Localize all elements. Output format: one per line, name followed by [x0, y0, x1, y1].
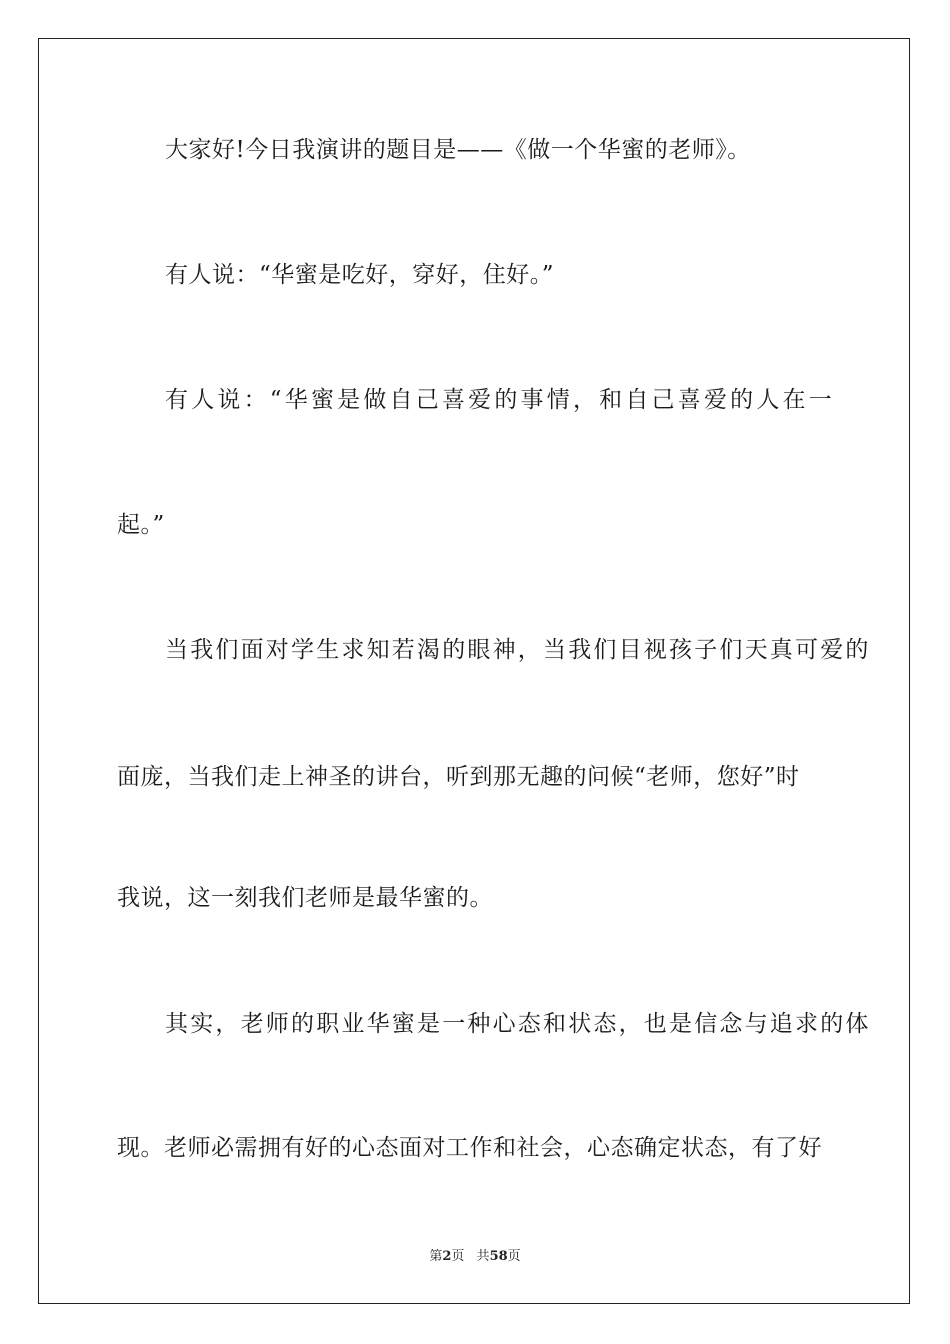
page-indicator: 第2页 — [429, 1249, 465, 1264]
paragraph-line: 当我们面对学生求知若渴的眼神，当我们目视孩子们天真可爱的 — [165, 637, 871, 663]
total-pages-indicator: 共58页 — [476, 1249, 521, 1264]
paragraph-line: 起。” — [117, 512, 165, 538]
paragraph-line: 现。老师必需拥有好的心态面对工作和社会，心态确定状态，有了好 — [117, 1135, 822, 1161]
paragraph-line: 有人说：“华蜜是吃好，穿好，住好。” — [165, 262, 555, 288]
paragraph-line: 面庞，当我们走上神圣的讲台，听到那无趣的问候“老师，您好”时 — [117, 764, 800, 790]
paragraph-line: 我说，这一刻我们老师是最华蜜的。 — [117, 885, 493, 911]
page-footer — [0, 1248, 950, 1266]
paragraph-line: 大家好!今日我演讲的题目是——《做一个华蜜的老师》。 — [165, 137, 751, 163]
paragraph-line: 其实，老师的职业华蜜是一种心态和状态，也是信念与追求的体 — [165, 1011, 871, 1037]
page-number: 2 — [442, 1249, 452, 1264]
paragraph-line: 有人说：“华蜜是做自己喜爱的事情，和自己喜爱的人在一 — [165, 387, 835, 413]
total-pages: 58 — [489, 1249, 508, 1264]
page-border — [38, 38, 910, 1304]
